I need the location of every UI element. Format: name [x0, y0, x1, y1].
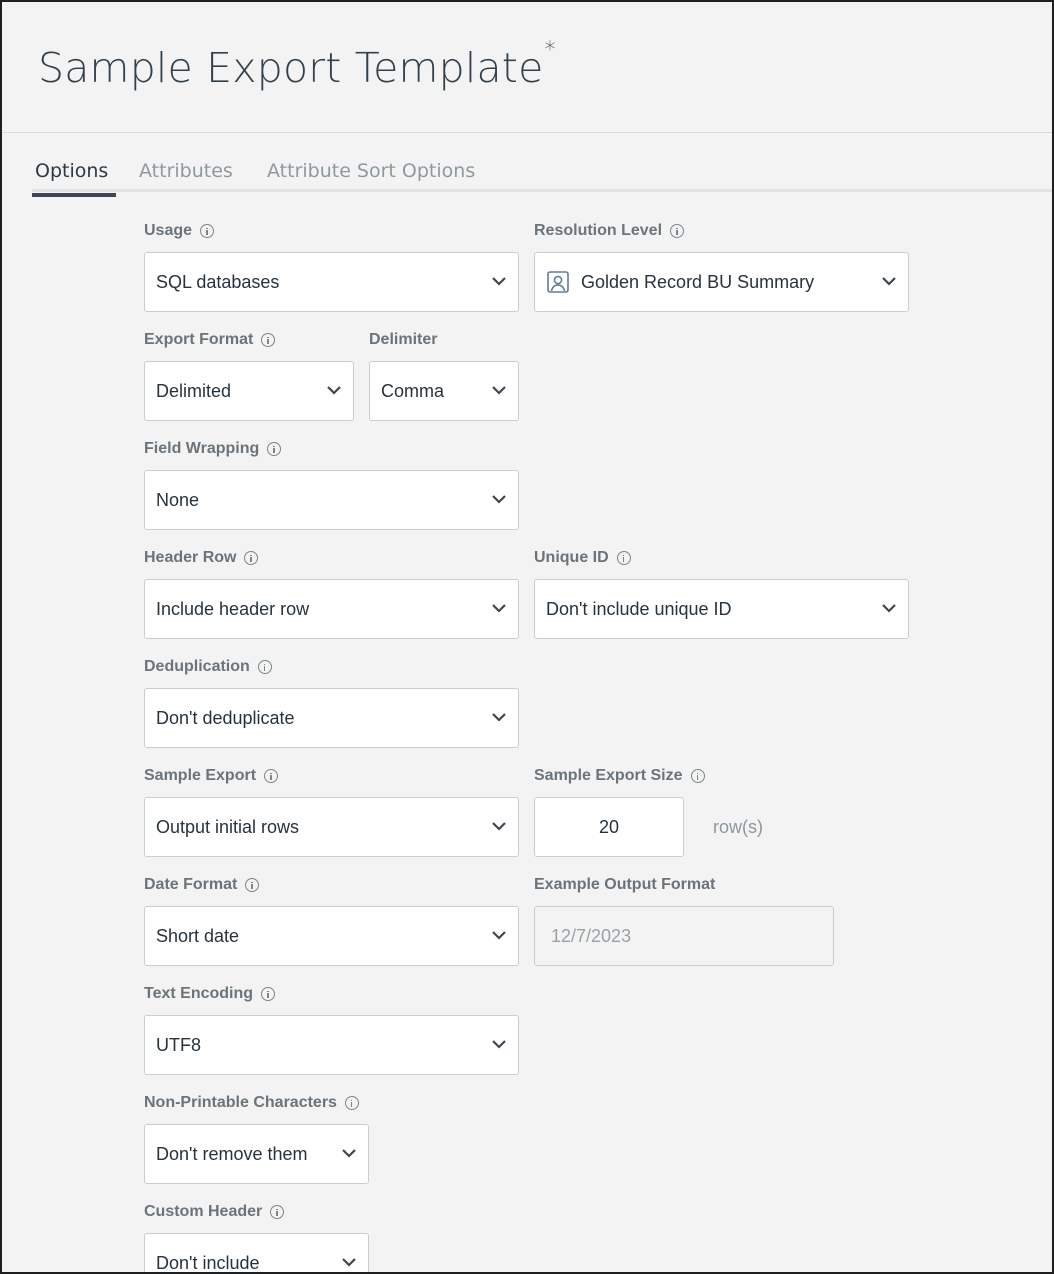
chevron-down-icon — [491, 930, 507, 941]
export-format-select[interactable] — [144, 361, 354, 421]
header-row-label — [144, 548, 258, 568]
deduplication-label — [144, 657, 272, 677]
sample-export-size-label — [534, 766, 705, 786]
tab-options-label: Options — [35, 160, 109, 182]
info-icon[interactable] — [261, 987, 275, 1001]
unique-id-label — [534, 548, 631, 568]
chevron-down-icon — [491, 712, 507, 723]
non-printable-label-text: Non-Printable Characters — [144, 1094, 337, 1111]
header-row-value: Include header row — [156, 598, 310, 619]
text-encoding-value: UTF8 — [156, 1034, 201, 1055]
date-format-select[interactable] — [144, 906, 519, 966]
rows-unit-label: row(s) — [713, 817, 763, 837]
chevron-down-icon — [326, 385, 342, 396]
field-wrapping-select[interactable] — [144, 470, 519, 530]
page-title-text: Sample Export Template — [38, 44, 544, 92]
chevron-down-icon — [341, 1257, 357, 1268]
info-icon[interactable] — [691, 769, 705, 783]
field-wrapping-label-text: Field Wrapping — [144, 440, 260, 457]
field-wrapping-value: None — [156, 489, 200, 510]
info-icon[interactable] — [345, 1096, 359, 1110]
sample-export-size-input[interactable]: 20 — [534, 797, 684, 857]
unique-id-label-text: Unique ID — [534, 549, 609, 566]
deduplication-label-text: Deduplication — [144, 658, 250, 675]
tab-attributes-label: Attributes — [139, 160, 233, 182]
info-icon[interactable] — [261, 333, 275, 347]
export-format-value: Delimited — [156, 380, 232, 401]
person-badge-icon — [546, 270, 570, 294]
custom-header-select[interactable] — [144, 1233, 369, 1274]
deduplication-select[interactable] — [144, 688, 519, 748]
chevron-down-icon — [491, 276, 507, 287]
unique-id-select[interactable] — [534, 579, 909, 639]
tab-bar — [32, 154, 1052, 194]
tab-options[interactable] — [35, 160, 108, 182]
chevron-down-icon — [491, 821, 507, 832]
date-format-label-text: Date Format — [144, 876, 238, 893]
info-icon[interactable] — [267, 442, 281, 456]
info-icon[interactable] — [258, 660, 272, 674]
tab-attribute-sort-options-label: Attribute Sort Options — [267, 160, 476, 182]
info-icon[interactable] — [670, 224, 684, 238]
header-row-select[interactable] — [144, 579, 519, 639]
sample-export-size-label-text: Sample Export Size — [534, 767, 683, 784]
usage-select[interactable] — [144, 252, 519, 312]
text-encoding-select[interactable] — [144, 1015, 519, 1075]
usage-value: SQL databases — [156, 271, 280, 292]
deduplication-value: Don't deduplicate — [156, 707, 295, 728]
non-printable-label — [144, 1093, 359, 1113]
info-icon[interactable] — [617, 551, 631, 565]
resolution-level-label — [534, 221, 684, 241]
sample-export-label-text: Sample Export — [144, 767, 257, 784]
non-printable-value: Don't remove them — [156, 1143, 308, 1164]
export-format-label — [144, 330, 275, 350]
date-format-value: Short date — [156, 925, 240, 946]
chevron-down-icon — [881, 603, 897, 614]
custom-header-value: Don't include — [156, 1252, 260, 1273]
chevron-down-icon — [491, 1039, 507, 1050]
delimiter-select[interactable] — [369, 361, 519, 421]
sample-export-select[interactable] — [144, 797, 519, 857]
chevron-down-icon — [491, 603, 507, 614]
info-icon[interactable] — [244, 551, 258, 565]
sample-export-label — [144, 766, 278, 786]
resolution-level-value: Golden Record BU Summary — [581, 271, 815, 292]
date-format-label — [144, 875, 259, 895]
info-icon[interactable] — [245, 878, 259, 892]
active-tab-indicator — [32, 193, 116, 197]
tab-attributes[interactable] — [139, 160, 233, 182]
custom-header-label-text: Custom Header — [144, 1203, 263, 1220]
text-encoding-label — [144, 984, 275, 1004]
info-icon[interactable] — [200, 224, 214, 238]
tab-attribute-sort-options[interactable] — [267, 160, 475, 182]
export-format-label-text: Export Format — [144, 331, 254, 348]
info-icon[interactable] — [264, 769, 278, 783]
example-output-format-label — [534, 875, 715, 895]
header-divider — [2, 132, 1052, 133]
chevron-down-icon — [881, 276, 897, 287]
custom-header-label — [144, 1202, 284, 1222]
chevron-down-icon — [491, 494, 507, 505]
chevron-down-icon — [341, 1148, 357, 1159]
info-icon[interactable] — [270, 1205, 284, 1219]
usage-label — [144, 221, 214, 241]
unsaved-indicator: * — [544, 38, 556, 63]
chevron-down-icon — [491, 385, 507, 396]
field-wrapping-label — [144, 439, 281, 459]
page-title — [38, 38, 556, 92]
resolution-level-label-text: Resolution Level — [534, 222, 663, 239]
delimiter-label-text: Delimiter — [369, 331, 438, 348]
example-output-format-field: 12/7/2023 — [534, 906, 834, 966]
non-printable-select[interactable] — [144, 1124, 369, 1184]
resolution-level-select[interactable] — [534, 252, 909, 312]
usage-label-text: Usage — [144, 222, 193, 239]
text-encoding-label-text: Text Encoding — [144, 985, 254, 1002]
header-row-label-text: Header Row — [144, 549, 237, 566]
unique-id-value: Don't include unique ID — [546, 598, 732, 619]
delimiter-label — [369, 330, 437, 350]
example-output-format-label-text: Example Output Format — [534, 876, 716, 893]
sample-export-value: Output initial rows — [156, 816, 300, 837]
delimiter-value: Comma — [381, 380, 445, 401]
